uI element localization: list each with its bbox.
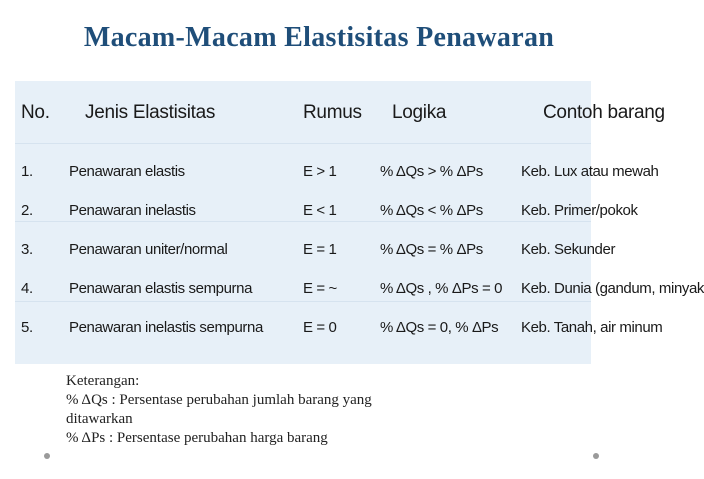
row-logika: % ΔQs > % ΔPs [380,163,483,180]
header-contoh: Contoh barang [543,102,665,123]
row-no: 3. [21,241,33,258]
header-rumus: Rumus [303,102,362,123]
notes-line: % ΔPs : Persentase perubahan harga barang [66,430,328,446]
elasticity-table [15,81,704,347]
notes-block [66,372,372,448]
row-contoh: Keb. Primer/pokok [521,202,638,219]
notes-heading: Keterangan: [66,373,140,389]
elasticity-table-image [15,81,704,364]
table-row [15,191,686,230]
row-no: 2. [21,202,33,219]
header-jenis: Jenis Elastisitas [85,102,216,123]
notes-line: ditawarkan [66,411,133,427]
row-rumus: E = ~ [303,280,337,297]
table-row [15,145,686,191]
row-contoh: Keb. Sekunder [521,241,616,258]
right-bullet-dot [593,453,599,459]
row-rumus: E = 0 [303,319,337,336]
row-jenis: Penawaran uniter/normal [69,241,228,258]
row-rumus: E < 1 [303,202,337,219]
row-contoh: Keb. Tanah, air minum [521,319,663,336]
row-logika: % ΔQs , % ΔPs = 0 [380,280,503,297]
table-row [15,269,686,308]
slide-title: Macam-Macam Elastisitas Penawaran [83,22,555,53]
header-logika: Logika [392,102,447,123]
row-jenis: Penawaran inelastis sempurna [69,319,263,336]
row-jenis: Penawaran elastis [69,163,185,180]
row-contoh: Keb. Dunia (gandum, minyak [521,280,704,297]
row-no: 5. [21,319,33,336]
row-jenis: Penawaran elastis sempurna [69,280,253,297]
row-no: 4. [21,280,33,297]
row-rumus: E = 1 [303,241,337,258]
table-header-row [15,81,686,145]
row-contoh: Keb. Lux atau mewah [521,163,659,180]
left-bullet-dot [44,453,50,459]
row-jenis: Penawaran inelastis [69,202,196,219]
header-no: No. [21,102,50,123]
row-rumus: E > 1 [303,163,337,180]
row-logika: % ΔQs < % ΔPs [380,202,483,219]
row-logika: % ΔQs = 0, % ΔPs [380,319,499,336]
row-no: 1. [21,163,33,180]
table-row [15,308,686,347]
row-logika: % ΔQs = % ΔPs [380,241,483,258]
notes-line: % ΔQs : Persentase perubahan jumlah barang yang [66,392,372,408]
table-row [15,230,686,269]
